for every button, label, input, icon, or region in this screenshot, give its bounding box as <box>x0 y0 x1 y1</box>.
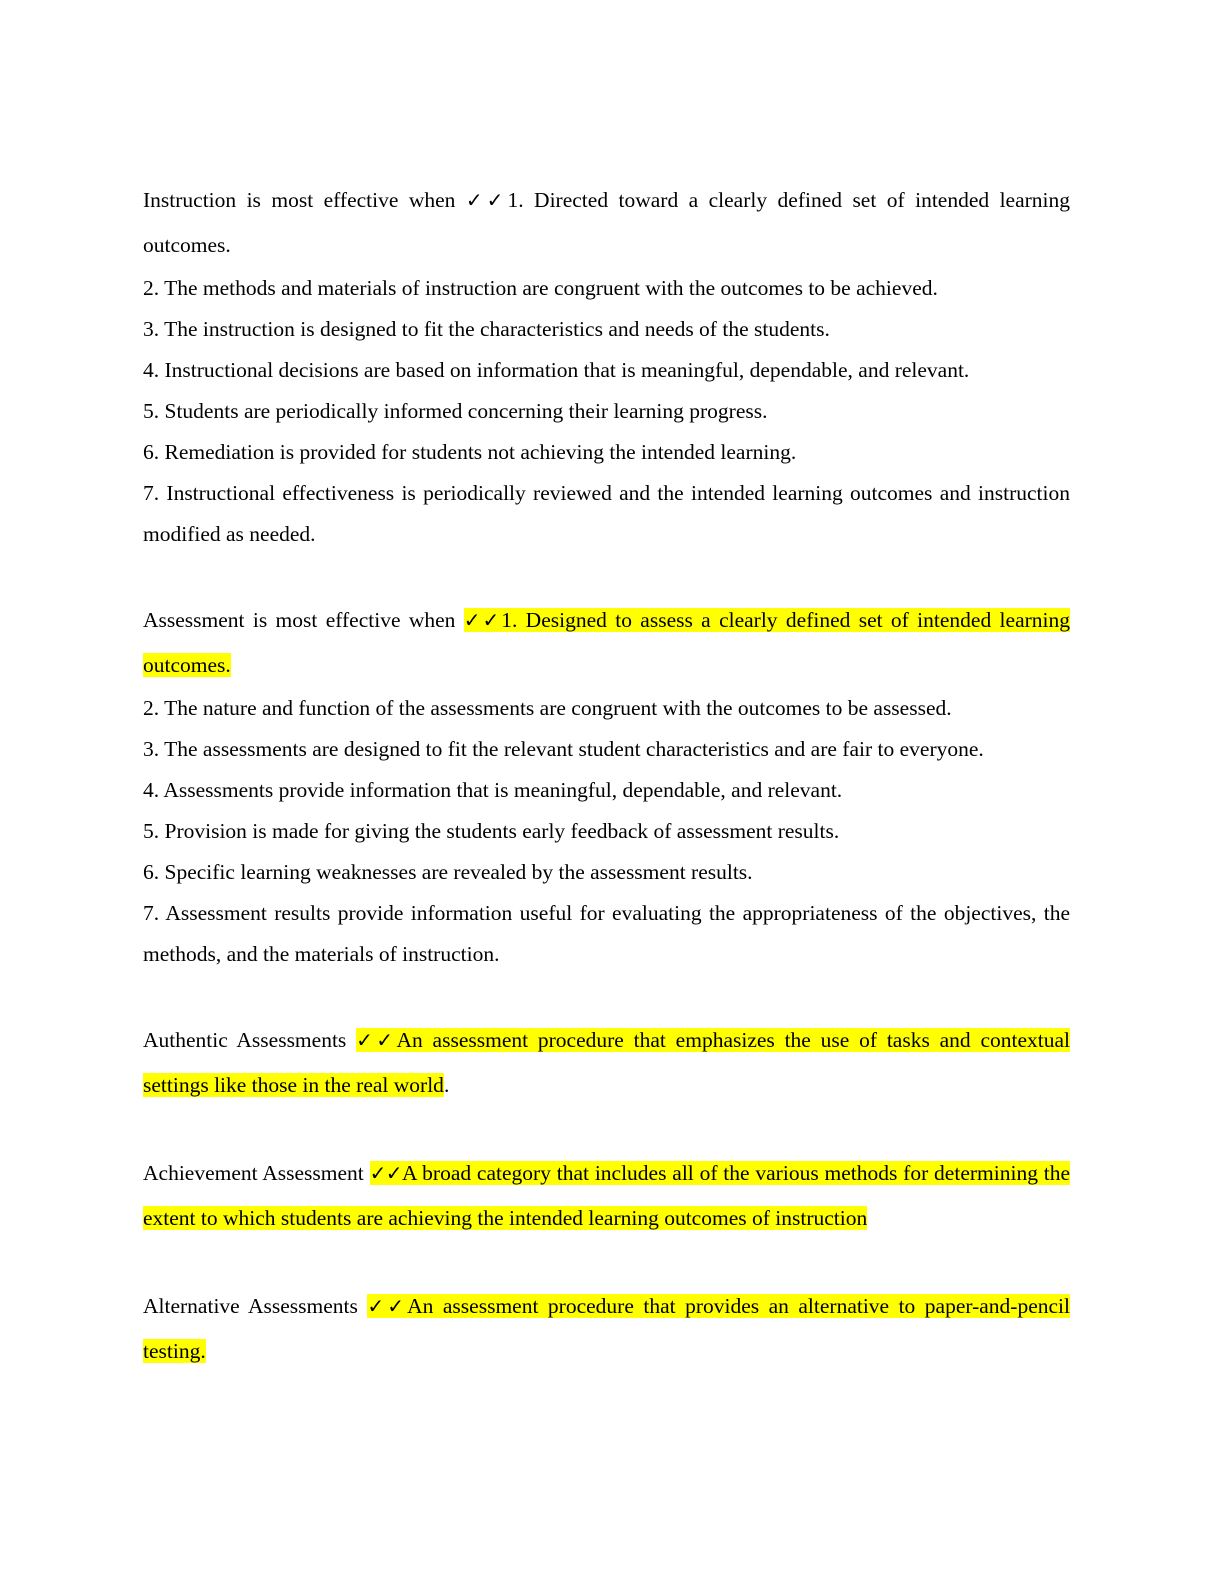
instruction-item: 5. Students are periodically informed concerning their learning progress. <box>143 399 768 423</box>
instruction-definition-line <box>143 178 1070 268</box>
achievement-term: Achievement Assessment <box>143 1161 364 1185</box>
double-check-icon: ✓✓ <box>465 188 508 212</box>
instruction-definition: 1. Directed toward a clearly defined set of intended learning outcomes. <box>143 188 1071 257</box>
instruction-item: 7. Instructional effectiveness is periodically reviewed and the intended learning outcomes and instruction modified as needed. <box>143 481 1070 546</box>
assessment-item: 7. Assessment results provide information useful for evaluating the appropriateness of the objectives, the methods, and the materials of instruction. <box>143 901 1070 966</box>
alternative-definition-line <box>143 1284 1070 1374</box>
assessment-item: 2. The nature and function of the assessments are congruent with the outcomes to be assessed. <box>143 696 952 720</box>
alternative-term: Alternative Assessments <box>143 1294 358 1318</box>
spacer <box>143 555 1070 598</box>
achievement-entry <box>143 1151 1070 1241</box>
spacer <box>143 1108 1070 1151</box>
double-check-icon: ✓✓ <box>463 608 502 632</box>
assessment-item: 4. Assessments provide information that is meaningful, dependable, and relevant. <box>143 778 843 802</box>
authentic-entry <box>143 1018 1070 1108</box>
assessment-definition: 1. Designed to assess a clearly defined set of intended learning outcomes. <box>143 608 1070 677</box>
achievement-definition-line <box>143 1151 1070 1241</box>
double-check-icon: ✓✓ <box>367 1294 408 1318</box>
authentic-term: Authentic Assessments <box>143 1028 347 1052</box>
authentic-trailing-period: . <box>443 1073 450 1097</box>
assessment-entry <box>143 598 1070 975</box>
instruction-entry <box>143 178 1070 555</box>
authentic-definition: An assessment procedure that emphasizes the use of tasks and contextual settings like those in the real world <box>143 1028 1071 1097</box>
assessment-term: Assessment is most effective when <box>143 608 456 632</box>
double-check-icon: ✓✓ <box>356 1028 397 1052</box>
assessment-item: 6. Specific learning weaknesses are revealed by the assessment results. <box>143 860 753 884</box>
spacer <box>143 975 1070 1018</box>
authentic-definition-line <box>143 1018 1070 1108</box>
instruction-item: 6. Remediation is provided for students not achieving the intended learning. <box>143 440 797 464</box>
alternative-definition: An assessment procedure that provides an alternative to paper-and-pencil testing. <box>143 1294 1070 1363</box>
alternative-entry <box>143 1284 1070 1374</box>
assessment-item: 3. The assessments are designed to fit the relevant student characteristics and are fair to everyone. <box>143 737 984 761</box>
document-page <box>143 178 1070 1374</box>
instruction-item: 3. The instruction is designed to fit the characteristics and needs of the students. <box>143 317 830 341</box>
assessment-item: 5. Provision is made for giving the students early feedback of assessment results. <box>143 819 840 843</box>
achievement-definition: A broad category that includes all of the various methods for determining the extent to which students are achieving the intended learning outcomes of instruction <box>143 1161 1071 1230</box>
double-check-icon: ✓✓ <box>369 1161 403 1185</box>
instruction-item: 4. Instructional decisions are based on information that is meaningful, dependable, and relevant. <box>143 358 970 382</box>
spacer <box>143 1241 1070 1284</box>
assessment-definition-line <box>143 598 1070 688</box>
instruction-item: 2. The methods and materials of instruction are congruent with the outcomes to be achieved. <box>143 276 938 300</box>
instruction-term: Instruction is most effective when <box>143 188 456 212</box>
